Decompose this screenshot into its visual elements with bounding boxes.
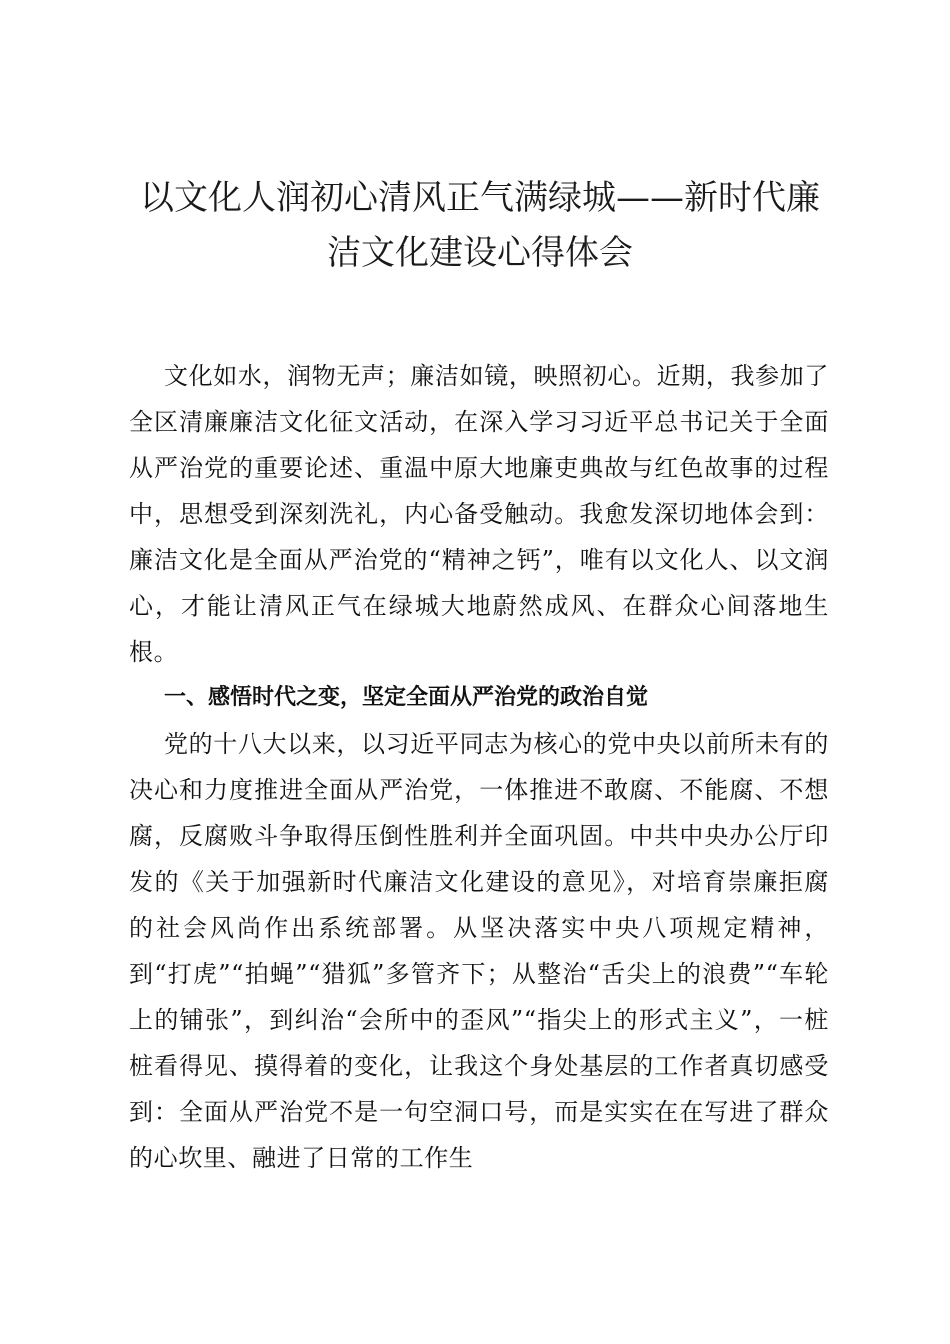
document-title (110, 171, 850, 281)
intro-paragraph: 文化如水，润物无声；廉洁如镜，映照初心。近期，我参加了全区清廉廉洁文化征文活动，在深入学习习近平总书记关于全面从严治党的重要论述、重温中原大地廉吏典故与红色故事的过程中，思想受到深刻洗礼，内心备受触动。我愈发深切地体会到：廉洁文化是全面从严治党的“精神之钙”，唯有以文化人、以文润心，才能让清风正气在绿城大地蔚然成风、在群众心间落地生根。 (129, 362, 829, 666)
title-line-1: 以文化人润初心清风正气满绿城——新时代廉 (140, 178, 820, 218)
title-line-2: 洁文化建设心得体会 (327, 233, 633, 273)
section-1-paragraph: 党的十八大以来，以习近平同志为核心的党中央以前所未有的决心和力度推进全面从严治党，一体推进不敢腐、不能腐、不想腐，反腐败斗争取得压倒性胜利并全面巩固。中共中央办公厅印发的《关于加强新时代廉洁文化建设的意见》，对培育崇廉拒腐的社会风尚作出系统部署。从坚决落实中央八项规定精神，到“打虎”“拍蝇”“猎狐”多管齐下；从整治“舌尖上的浪费”“车轮上的铺张”，到纠治“会所中的歪风”“指尖上的形式主义”，一桩桩看得见、摸得着的变化，让我这个身处基层的工作者真切感受到：全面从严治党不是一句空洞口号，而是实实在在写进了群众的心坎里、融进了日常的工作生 (129, 730, 829, 1172)
document-body (129, 353, 829, 1181)
section-1-heading: 一、感悟时代之变，坚定全面从严治党的政治自觉 (164, 685, 649, 710)
